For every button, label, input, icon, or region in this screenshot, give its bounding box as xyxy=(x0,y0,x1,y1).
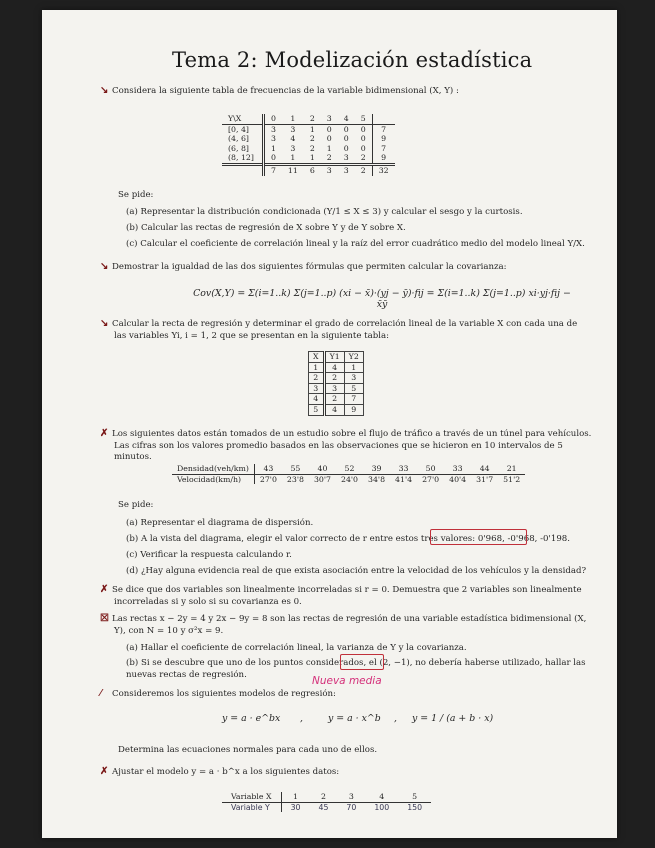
p4-item-c: (c) Verificar la respuesta calculando r. xyxy=(126,550,292,560)
frequency-table: Y\X 0 1 2 3 4 5 [0, 4] 3 3 1 0 0 0 7 (4, 6] 3 4 2 0 0 0 9 (6, 8] 1 3 2 1 0 0 7 (8, 12] 0 1 1 2 3 2 9 7 11 6 3 3 2 32 xyxy=(222,114,395,176)
problem-5 xyxy=(100,584,589,608)
table-row: (8, 12] 0 1 1 2 3 2 9 xyxy=(222,153,395,164)
table-row: Velocidad(km/h) 27'0 23'8 30'7 24'0 34'8 41'4 27'0 40'4 31'7 51'2 xyxy=(172,474,525,484)
problem-marker-icon: ↘ xyxy=(100,318,109,329)
problem-8 xyxy=(100,766,554,779)
model-power: y = a · x^b xyxy=(328,713,381,724)
problem-marker-icon: ✗ xyxy=(100,428,109,439)
problem-2 xyxy=(100,261,574,274)
table-row: 2 2 3 xyxy=(309,373,364,384)
totals-row: 7 11 6 3 3 2 32 xyxy=(222,164,395,175)
problem-7 xyxy=(100,688,574,701)
p1-item-a: (a) Representar la distribución condicionada (Y/1 ≤ X ≤ 3) y calcular el sesgo y la curtosis. xyxy=(126,207,523,217)
table-row: 1 4 1 xyxy=(309,362,364,373)
model-fit-table xyxy=(222,792,431,812)
page-title: Tema 2: Modelización estadística xyxy=(172,48,533,72)
highlight-box xyxy=(430,529,527,545)
covariance-formula: Cov(X,Y) = Σ(i=1..k) Σ(j=1..p) (xi − x̄)·(yj − ȳ)·fij = Σ(i=1..k) Σ(j=1..p) xi·yj·fij − x̄ȳ xyxy=(193,288,571,310)
problem-marker-icon: ↘ xyxy=(100,261,109,272)
p6-item-a: (a) Hallar el coeficiente de correlación lineal, la varianza de Y y la covarianza. xyxy=(126,643,467,653)
traffic-table xyxy=(172,464,525,484)
problem-marker-icon: ☒ xyxy=(100,613,109,624)
table-row: Variable X 1 2 3 4 5 xyxy=(222,792,431,802)
problem-5-text: Se dice que dos variables son linealmente incorreladas si r = 0. Demuestra que 2 variables son linealmente incorreladas si y solo si su covarianza es 0. xyxy=(112,585,582,607)
xy-table: X Y1 Y2 1 4 1 2 2 3 3 3 5 4 2 7 5 4 9 xyxy=(308,351,364,416)
problem-6-text: Las rectas x − 2y = 4 y 2x − 9y = 8 son las rectas de regresión de una variable estadística bidimensional (X, Y), con N = 10 y σ²x = 9. xyxy=(112,614,587,636)
problem-marker-icon: ✗ xyxy=(100,766,109,777)
document-page xyxy=(42,10,617,838)
se-pide-label: Se pide: xyxy=(118,190,154,200)
p1-item-c: (c) Calcular el coeficiente de correlación lineal y la raíz del error cuadrático medio del modelo lineal Y/X. xyxy=(126,239,585,249)
problem-7-text: Consideremos los siguientes modelos de regresión: xyxy=(112,689,336,699)
model-exponential: y = a · e^bx xyxy=(222,713,281,724)
table-row: (6, 8] 1 3 2 1 0 0 7 xyxy=(222,144,395,154)
p7-followup: Determina las ecuaciones normales para cada uno de ellos. xyxy=(118,745,378,755)
table-row: 4 2 7 xyxy=(309,394,364,405)
p4-item-a: (a) Representar el diagrama de dispersión. xyxy=(126,518,314,528)
table-row: Densidad(veh/km) 43 55 40 52 39 33 50 33 44 21 xyxy=(172,464,525,474)
problem-marker-icon: ↘ xyxy=(100,85,109,96)
se-pide-label: Se pide: xyxy=(118,500,154,510)
p6-item-b: (b) Si se descubre que uno de los puntos considerados, el (2, −1), no debería haberse utilizado, hallar las nuevas rectas de regresión. xyxy=(126,658,586,680)
p4-item-b: (b) A la vista del diagrama, elegir el valor correcto de r entre estos tres valores: 0'968, -0'968, -0'198. xyxy=(126,534,570,544)
p4-item-d: (d) ¿Hay alguna evidencia real de que exista asociación entre la velocidad de los vehículos y la densidad? xyxy=(126,566,587,576)
problem-marker-icon: ✗ xyxy=(100,584,109,595)
problem-3 xyxy=(100,318,584,342)
model-separator: , xyxy=(394,713,397,724)
highlight-box xyxy=(340,654,384,670)
table-row: [0, 4] 3 3 1 0 0 0 7 xyxy=(222,124,395,134)
table-row: 5 4 9 xyxy=(309,404,364,415)
problem-marker-icon: ⁄ xyxy=(100,688,102,699)
table-row: Variable Y 30 45 70 100 150 xyxy=(222,802,431,812)
p1-item-b: (b) Calcular las rectas de regresión de X sobre Y y de Y sobre X. xyxy=(126,223,406,233)
model-reciprocal: y = 1 / (a + b · x) xyxy=(412,713,494,724)
problem-2-text: Demostrar la igualdad de las dos siguientes fórmulas que permiten calcular la covarianza: xyxy=(112,262,507,272)
problem-6 xyxy=(100,613,589,637)
handwritten-note: Nueva media xyxy=(312,675,382,687)
table-row: (4, 6] 3 4 2 0 0 0 9 xyxy=(222,134,395,144)
table-row: 3 3 5 xyxy=(309,383,364,394)
problem-3-text: Calcular la recta de regresión y determinar el grado de correlación lineal de la variable X con cada una de las variables Yi, i = 1, 2 que se presentan en la siguiente tabla: xyxy=(112,319,578,341)
problem-4 xyxy=(100,428,594,464)
problem-1 xyxy=(100,85,554,98)
problem-8-text: Ajustar el modelo y = a · b^x a los siguientes datos: xyxy=(112,767,340,777)
problem-1-text: Considera la siguiente tabla de frecuencias de la variable bidimensional (X, Y) : xyxy=(112,86,459,96)
problem-4-text: Los siguientes datos están tomados de un estudio sobre el flujo de tráfico a través de un túnel para vehículos. Las cifras son los valores promedio basados en las observaciones que se hicieron en 10 intervalos de 5 minutos. xyxy=(112,429,592,462)
model-separator: , xyxy=(300,713,303,724)
